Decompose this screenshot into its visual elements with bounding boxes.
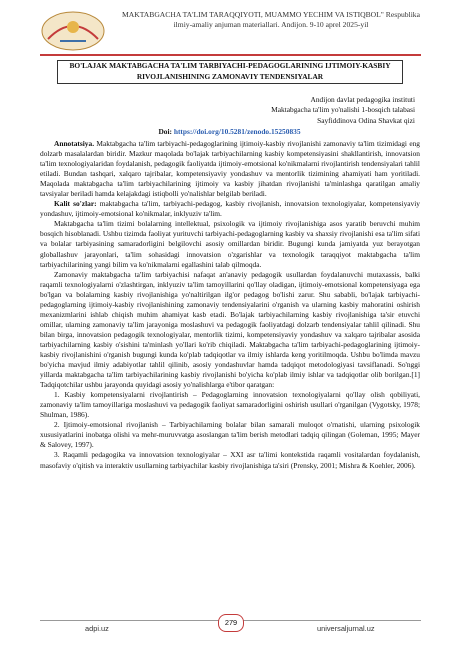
keywords-label: Kalit so'zlar: [54,199,97,209]
conference-logo [40,9,106,52]
header-divider [40,54,421,56]
body-paragraph: Maktabgacha ta'lim tizimi bolalarning intellektual, psixologik va ijtimoiy rivojlanishiga asos yaratib beruvchi muhim bosqich hisoblanadi. Ushbu tizimda faoliyat yurituvchi tarbiyachi-pedagoglarning kasbiy va shaxsiy rivojlanishi esa ta'lim sifati va bolalar tarbiyasining samaradorligini belgilovchi asosiy omillardan biridir. Bugungi kunda jamiyatda yuz berayotgan globallashuv jarayonlari, ta'lim sohasidagi innovatsion o'zgarishlar va texnologik taraqqiyot maktabgacha ta'lim tarbiyachilarining yangi bilim va ko'nikmalarni egallashini talab qilmoqda. [40,219,420,269]
list-item: 3. Raqamli pedagogika va innovatsion texnologiyalar – XXI asr ta'limi kontekstida raqamli vositalardan foydalanish, masofaviy o'qitish va interaktiv usullarning tarbiyachilar kasbiy rivojlanishiga ta'siri (Prensky, 2001; Mishra & Koehler, 2006). [40,450,420,470]
keywords-paragraph [40,199,420,219]
body-paragraph: Zamonaviy maktabgacha ta'lim tarbiyachisi nafaqat an'anaviy pedagogik usullardan foydalanuvchi mutaxassis, balki raqamli texnologiyalarni o'zlashtirgan, inklyuziv ta'lim tamoyillarini qo'llay oladigan, ijtimoiy-emotsional kompetensiyaga ega bo'lgan va bolalarning kasbiy rivojlanishiga yo'naltirilgan ilg'or pedagog bo'lishi zarur. Shu sababli, bo'lajak tarbiyachi-pedagoglarning ijtimoiy-kasbiy rivojlanishining zamonaviy tendensiyalarini o'rganish va ularning kasbiy mahoratini oshirish mexanizmlarini ishlab chiqish muhim ahamiyat kasb etadi. Bo'lajak tarbiyachilarning kasbiy rivojlanishiga ta'sir etuvchi omillar, ularning zamonaviy ta'lim jarayoniga moslashuvi va pedagogik faoliyatdagi dolzarb tendensiyalar tahlil qilinadi. Shu bilan birga, innovatsion pedagogik texnologiyalar, mentorlik tizimi, kompetensiyaviy yondashuv va xalqaro tajribalar asosida tarbiyachilarning kasbiy o'sishini ta'minlash yo'llari ko'rib chiqiladi. Maktabgacha ta'lim tarbiyachi-pedagoglarining ijtimoiy-kasbiy rivojlanishini o'rganish bugungi kunda ko'plab tadqiqotlar va ilmiy ishlarda keng yoritilmoqda. Ushbu bo'limda mavzu bo'yicha mavjud ilmiy adabiyotlar tahlil qilinib, asosiy yondashuvlar hamda tadqiqot metodologiyasi tavsiflanadi. So'nggi yillarda maktabgacha ta'lim tarbiyachilarining kasbiy rivojlanishi bo'yicha ko'plab ilmiy ishlar va tadqiqotlar olib borilgan.[1] Tadqiqotchilar ushbu jarayonda quyidagi asosiy yo'nalishlarga e'tibor qaratgan: [40,269,420,390]
abstract-paragraph [40,139,420,199]
doi-label: Doi: [158,127,172,136]
footer-site-left[interactable]: adpi.uz [85,624,109,633]
page-number: 279 [218,614,244,632]
abstract-text: Maktabgacha ta'lim tarbiyachi-pedagoglarining ijtimoiy-kasbiy rivojlanishi zamonaviy ta'lim tizimidagi eng dolzarb masalalardan biridir. Mazkur maqolada bo'lajak tarbiyachilarning kasbiy kompetensiyasini shakllantirish, innovatsion ta'lim texnologiyalaridan foydalanish, pedagogik faoliyatda ijtimoiy-emotsional ko'nikmalarni rivojlantirish tendensiyalari tahlil etiladi. Bundan tashqari, xalqaro tajribalar, kompetensiyaviy yondashuv va mentorlik tizimining ahamiyati ham yoritiladi. Maqolada maktabgacha ta'lim tarbiyachilarining ijtimoiy va kasbiy jihatdan rivojlanishi ta'minlashga qaratilgan amaliy tavsiyalar beriladi hamda kelajakdagi istiqbolli yo'nalishlar belgilab beriladi. [40,139,420,199]
paper-body [40,139,420,471]
doi-line [0,127,459,136]
conference-header: MAKTABGACHA TA'LIM TARAQQIYOTI, MUAMMO YECHIM VA ISTIQBOL" Respublika ilmiy-amaliy anjuman materiallari. Andijon. 9-10 aprel 2025-yil [122,10,420,29]
footer-site-right[interactable]: universaljurnal.uz [317,624,375,633]
study-program: Maktabgacha ta'lim yo'nalishi 1-bosqich talabasi [271,105,415,115]
keywords-text: maktabgacha ta'lim, tarbiyachi-pedagog, kasbiy rivojlanish, innovatsion texnologiyalar, kompetensiyaviy yondashuv, ijtimoiy-emotsional ko'nikmalar, inklyuziv ta'lim. [40,199,420,219]
author-affiliation [195,95,415,126]
paper-title: BO'LAJAK MAKTABGACHA TA'LIM TARBIYACHI-PEDAGOGLARINING IJTIMOIY-KASBIY RIVOJLANISHINING ZAMONAVIY TENDENSIYALAR [57,60,403,84]
list-item: 1. Kasbiy kompetensiyalarni rivojlantirish – Pedagoglarning innovatsion texnologiyalarni qo'llay olish qobiliyati, zamonaviy ta'lim tamoyillariga moslashuvi va pedagogik faoliyat samaradorligini oshirish usullari o'rganilgan (Vygotsky, 1978; Shulman, 1986). [40,390,420,420]
institute-name: Andijon davlat pedagogika instituti [310,95,415,104]
author-name: Sayfiddinova Odina Shavkat qizi [317,115,415,125]
list-item: 2. Ijtimoiy-emotsional rivojlanish – Tarbiyachilarning bolalar bilan samarali muloqot o'rnatishi, ularning psixologik xususiyatlarini inobatga olishi va mehr-muruvvatga asoslangan ta'lim berish metodlari tadqiq qilingan (Goleman, 1995; Mayer & Salovey, 1997). [40,420,420,450]
doi-link[interactable]: https://doi.org/10.5281/zenodo.15250835 [173,127,301,136]
abstract-label: Annotatsiya. [54,139,95,148]
